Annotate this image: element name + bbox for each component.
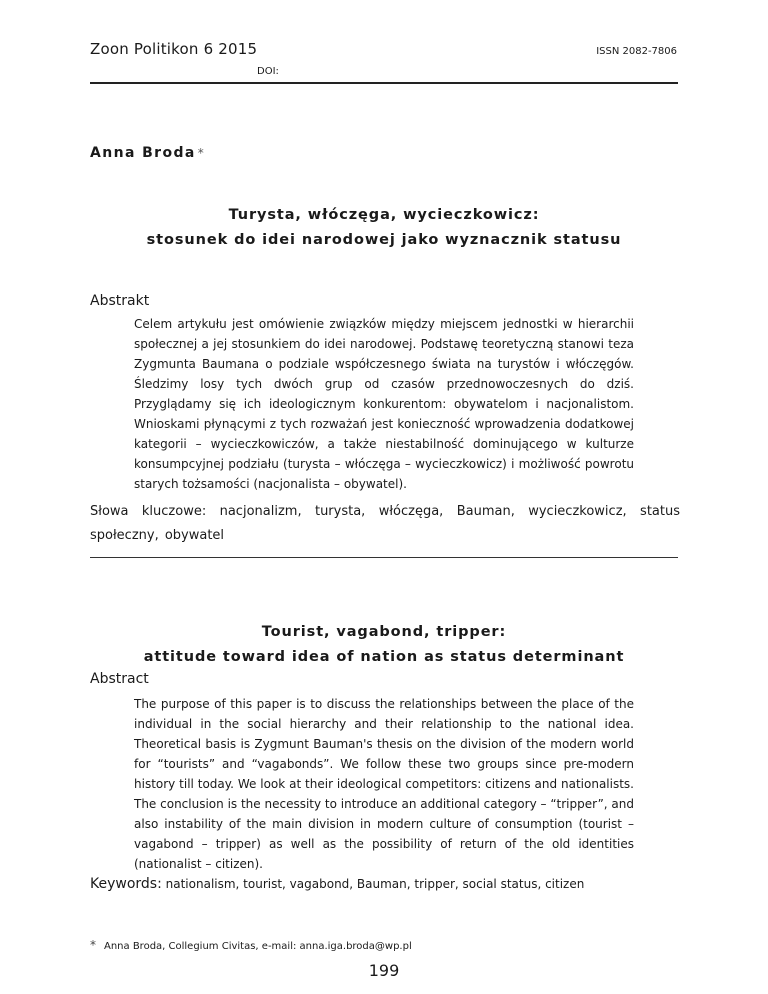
footnote-mark-icon: * bbox=[90, 938, 96, 952]
journal-title: Zoon Politikon 6 2015 bbox=[90, 40, 258, 58]
footnote-star-icon[interactable]: * bbox=[197, 146, 204, 160]
abstract-heading-english: Abstract bbox=[90, 671, 149, 687]
abstract-english: The purpose of this paper is to discuss the relationships between the place of the individual in the social hierarchy and their relationship to the national idea. Theoretical basis is Zygmunt Bauman's thesis on the division of the modern world for “tourists” and “vagabonds”. We follow these two groups since pre-modern history till today. We look at their ideological competitors: citizens and nationalists. The conclusion is the necessity to introduce an additional category – “tripper”, and also instability of the main division in modern culture of consumption (tourist – vagabond – tripper) as well as the possibility of return of the old identities (nationalist – citizen). bbox=[134, 697, 634, 871]
keywords-polish: Słowa kluczowe: nacjonalizm, turysta, włóczęga, Bauman, wycieczkowicz, status społeczny, obywatel bbox=[90, 504, 680, 543]
abstract-heading-polish: Abstrakt bbox=[90, 293, 150, 309]
keywords-label: Keywords: bbox=[90, 876, 162, 892]
title-english-line2: attitude toward idea of nation as status determinant bbox=[143, 649, 625, 665]
title-polish bbox=[90, 203, 678, 253]
page-number: 199 bbox=[368, 961, 400, 980]
header-rule bbox=[90, 82, 678, 84]
author-line bbox=[90, 145, 204, 161]
issn: ISSN 2082-7806 bbox=[596, 46, 677, 57]
author-name: Anna Broda bbox=[90, 145, 196, 161]
title-english bbox=[90, 620, 678, 670]
abstract-polish: Celem artykułu jest omówienie związków między miejscem jednostki w hierarchii społecznej a jej stosunkiem do idei narodowej. Podstawę teoretyczną stanowi teza Zygmunta Baumana o podziale współczesnego świata na turystów i włóczęgów. Śledzimy losy tych dwóch grup od czasów przednowoczesnych do dziś. Przyglądamy się ich ideologicznym konkurentom: obywatelom i nacjonalistom. Wnioskami płynącymi z tych rozważań jest konieczność wprowadzenia dodatkowej kategorii – wycieczkowiczów, a także niestabilność dominującego w kulturze konsumpcyjnej podziału (turysta – włóczęga – wycieczkowicz) i możliwość powrotu starych tożsamości (nacjonalista – obywatel). bbox=[134, 317, 634, 491]
footnote-text: Anna Broda, Collegium Civitas, e-mail: anna.iga.broda@wp.pl bbox=[104, 941, 412, 952]
section-divider bbox=[90, 557, 678, 558]
footnote bbox=[90, 938, 412, 952]
title-polish-line1: Turysta, włóczęga, wycieczkowicz: bbox=[228, 207, 540, 223]
title-english-line1: Tourist, vagabond, tripper: bbox=[261, 624, 507, 640]
title-polish-line2: stosunek do idei narodowej jako wyznacznik statusu bbox=[146, 232, 622, 248]
keywords-list: nationalism, tourist, vagabond, Bauman, tripper, social status, citizen bbox=[165, 877, 585, 891]
doi-label: DOI: bbox=[257, 66, 279, 77]
keywords-english bbox=[90, 876, 584, 892]
